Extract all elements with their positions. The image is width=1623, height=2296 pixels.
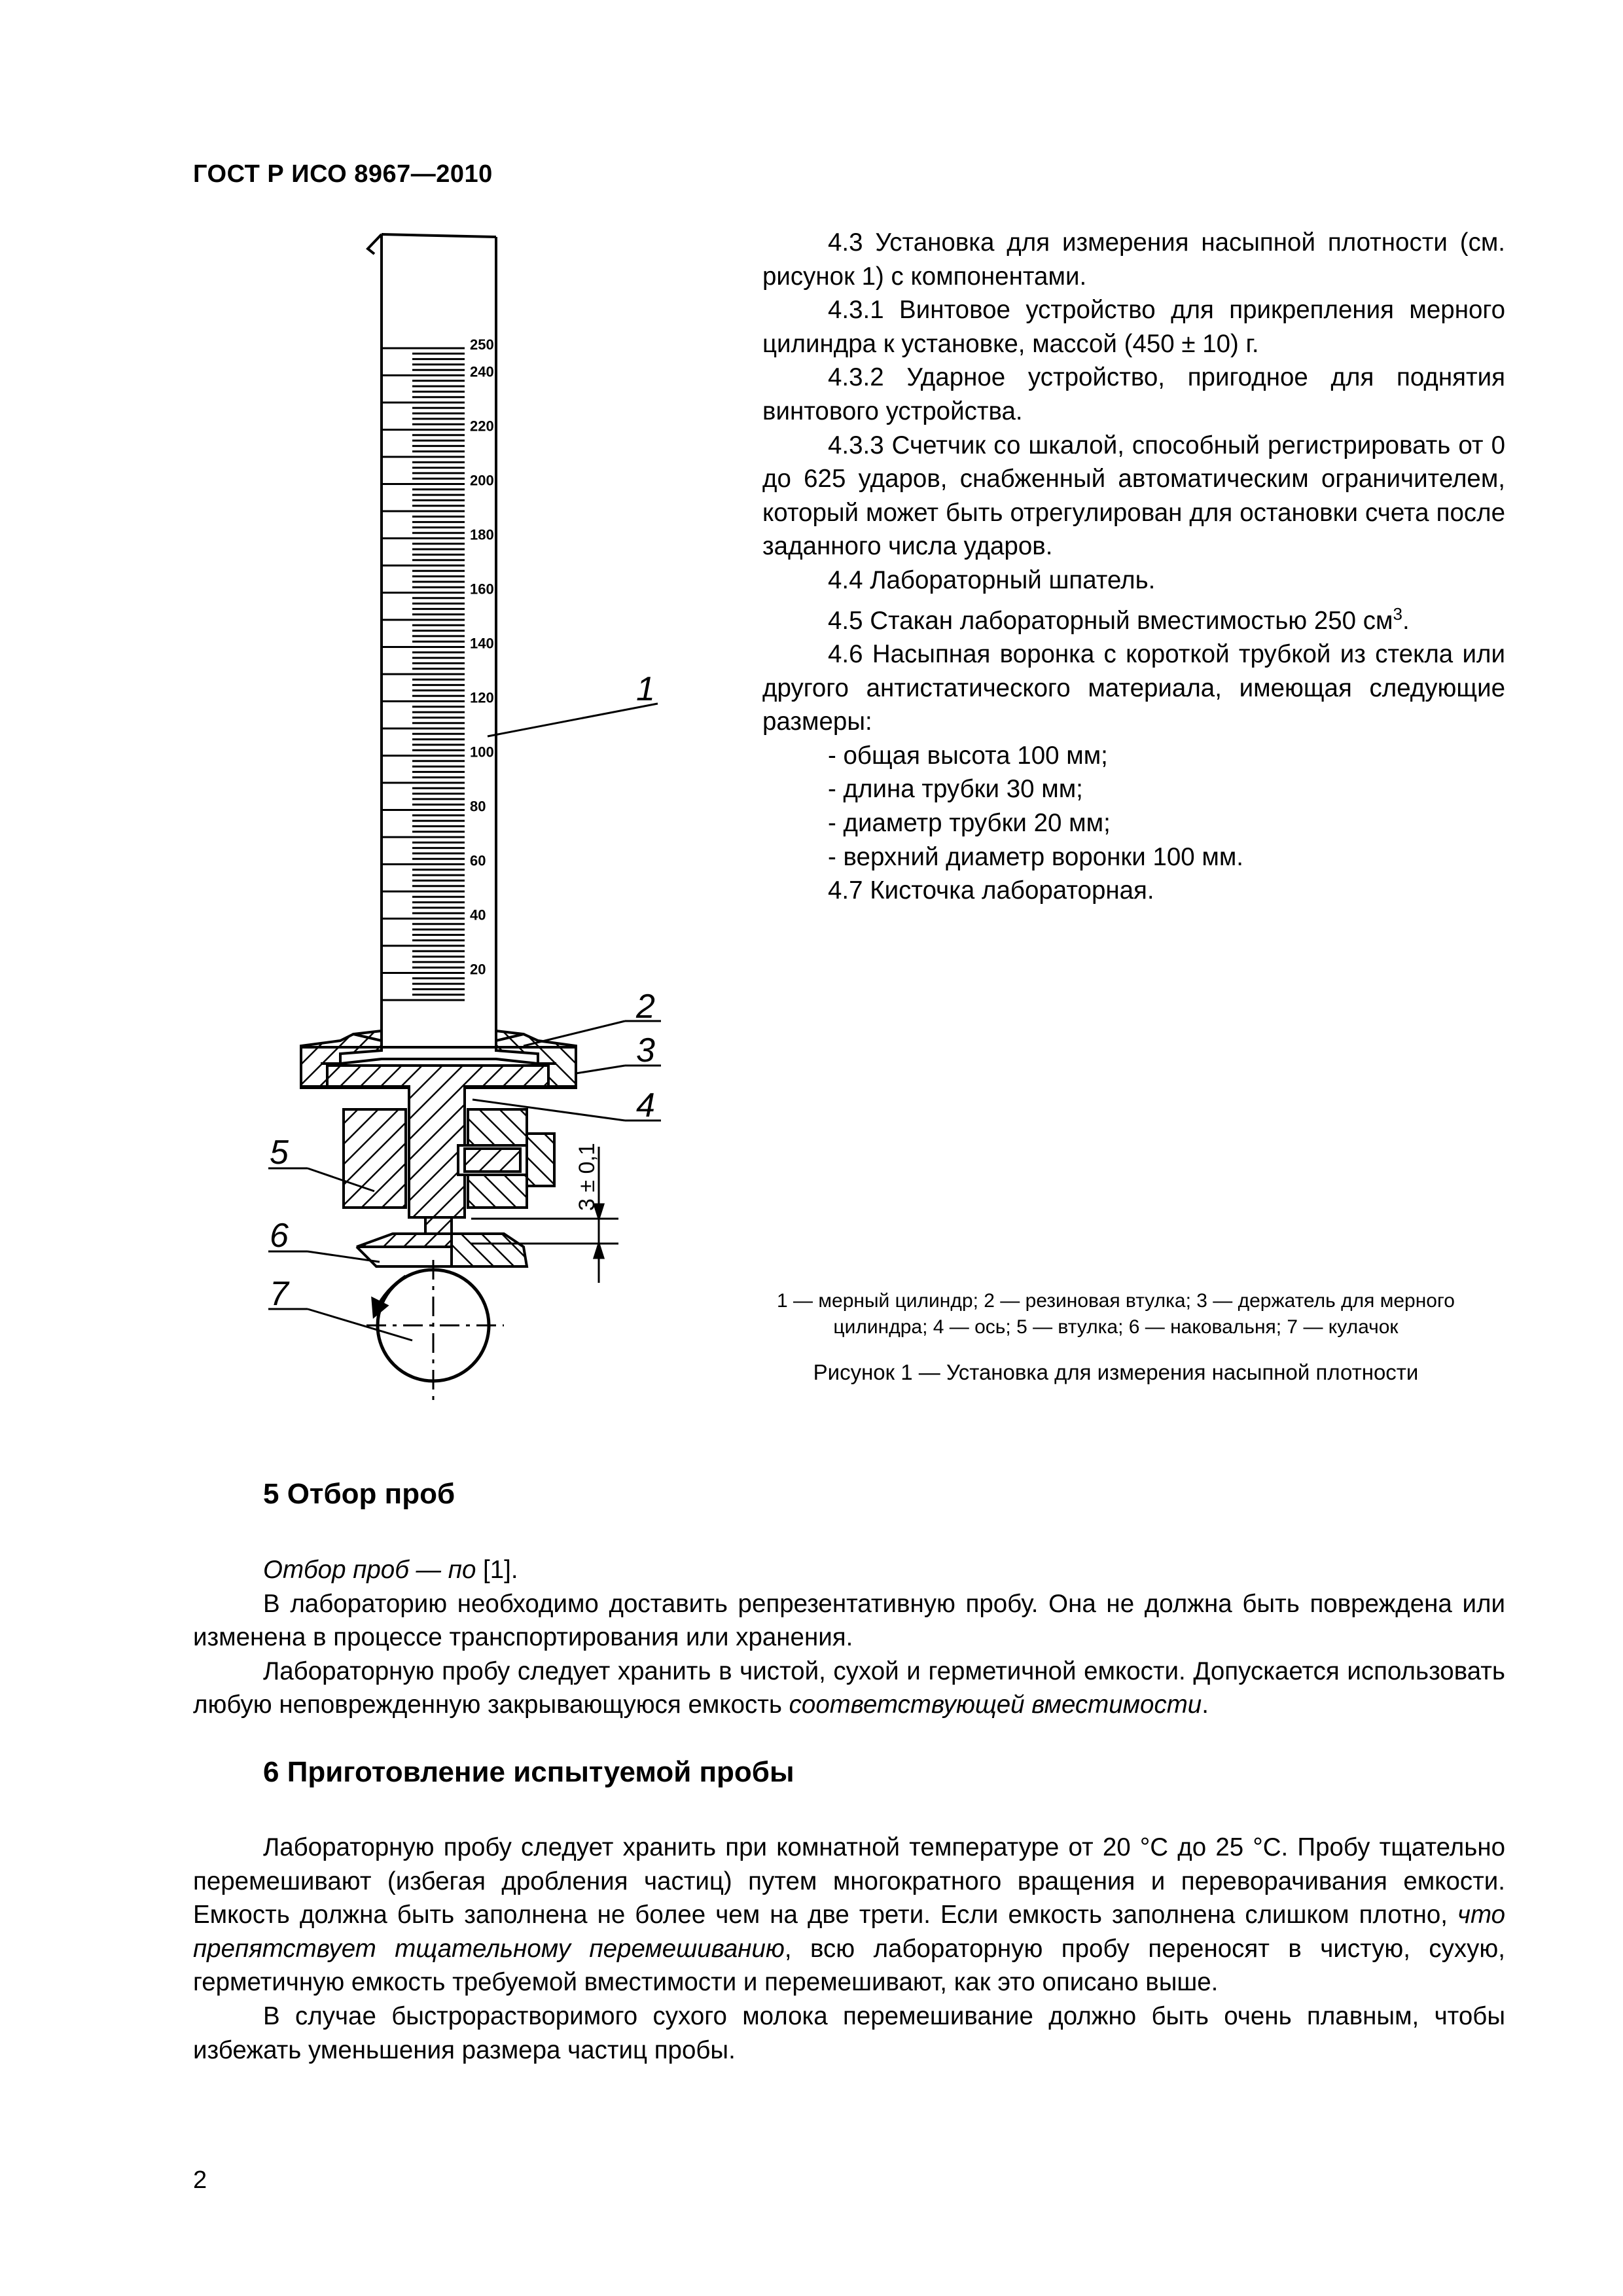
scale-label: 80 <box>470 798 486 815</box>
figure-1-apparatus <box>249 223 707 1427</box>
scale-label: 250 <box>470 336 494 353</box>
paragraph-4-6: 4.6 Насыпная воронка с короткой трубкой из стекла или другого антистатического материала, имеющая следующие размеры: <box>762 639 1505 736</box>
anvil <box>357 1234 527 1266</box>
paragraph-4-4: 4.4 Лабораторный шпатель. <box>828 565 1156 594</box>
scale-label: 140 <box>470 635 494 652</box>
paragraph <box>193 1831 1505 2000</box>
paragraph-4-7: 4.7 Кисточка лабораторная. <box>828 876 1154 905</box>
scale-label: 20 <box>470 961 486 978</box>
document-header: ГОСТ Р ИСО 8967—2010 <box>193 160 493 188</box>
text: [1]. <box>476 1556 518 1584</box>
cylinder-scale-labels <box>470 336 494 978</box>
paragraph-4-3-3: 4.3.3 Счетчик со шкалой, способный регистрировать от 0 до 625 ударов, снабженный автоматическим ограничителем, который может быть отрегулирован для остановки счета после заданного числа ударов. <box>762 431 1505 561</box>
scale-label: 60 <box>470 852 486 869</box>
list-item: - общая высота 100 мм; <box>828 741 1108 770</box>
text: Лабораторную пробу следует хранить в чистой, сухой и герметичной емкости. Допускается использовать любую неповрежденную закрывающуюся емкость <box>193 1657 1505 1719</box>
figure-caption <box>740 1288 1492 1340</box>
figure-title: Рисунок 1 — Установка для измерения насыпной плотности <box>813 1360 1419 1384</box>
callout-3: 3 <box>636 1031 655 1069</box>
text: . <box>1202 1691 1209 1719</box>
scale-label: 200 <box>470 472 494 489</box>
paragraph-4-3: 4.3 Установка для измерения насыпной плотности (см. рисунок 1) с компонентами. <box>762 228 1505 291</box>
paragraph-4-5-end: . <box>1402 606 1410 635</box>
scale-label: 240 <box>470 363 494 380</box>
callout-1: 1 <box>636 670 655 708</box>
paragraph-4-5 <box>762 598 1505 637</box>
superscript: 3 <box>1393 603 1402 624</box>
section-5-title: 5 Отбор проб <box>263 1478 455 1510</box>
section-5-body <box>193 1553 1505 1722</box>
section-4-text <box>762 226 1505 908</box>
callout-4: 4 <box>636 1086 655 1124</box>
cylinder-scale-ticks <box>383 348 465 1000</box>
caption-line: 1 — мерный цилиндр; 2 — резиновая втулка; 3 — держатель для мерного <box>777 1290 1455 1312</box>
paragraph <box>193 1553 1505 1587</box>
paragraph <box>193 1655 1505 1722</box>
italic-text: что препятствует тщательному перемешиванию <box>193 1901 1505 1963</box>
callout-7: 7 <box>270 1275 289 1313</box>
list-item: - диаметр трубки 20 мм; <box>828 808 1111 837</box>
scale-label: 160 <box>470 581 494 598</box>
page-number: 2 <box>193 2166 207 2194</box>
scale-label: 220 <box>470 418 494 435</box>
scale-label: 100 <box>470 744 494 761</box>
paragraph-4-3-1: 4.3.1 Винтовое устройство для прикрепления мерного цилиндра к установке, массой (450 ± 10) г. <box>762 296 1505 358</box>
scale-label: 40 <box>470 906 486 924</box>
caption-line: цилиндра; 4 — ось; 5 — втулка; 6 — наковальня; 7 — кулачок <box>833 1316 1399 1338</box>
scale-label: 180 <box>470 526 494 543</box>
paragraph-4-5-text: 4.5 Стакан лабораторный вместимостью 250 см <box>828 606 1393 635</box>
callout-6: 6 <box>270 1217 289 1255</box>
paragraph: В случае быстрорастворимого сухого молока перемешивание должно быть очень плавным, чтобы избежать уменьшения размера частиц пробы. <box>193 2001 1505 2064</box>
text: Лабораторную пробу следует хранить при комнатной температуре от 20 °С до 25 °С. Пробу тщательно перемешивают (избегая дробления частиц) путем многократного вращения и переворачивания емкости. Емкость должна быть заполнена не более чем на две трети. Если емкость заполнена слишком плотно, <box>193 1833 1505 1929</box>
list-item: - верхний диаметр воронки 100 мм. <box>828 842 1244 871</box>
paragraph: В лабораторию необходимо доставить репрезентативную пробу. Она не должна быть повреждена или изменена в процессе транспортирования или хранения. <box>193 1589 1505 1652</box>
paragraph-4-3-2: 4.3.2 Ударное устройство, пригодное для поднятия винтового устройства. <box>762 363 1505 425</box>
callout-2: 2 <box>636 988 655 1026</box>
italic-text: соответствующей вместимости <box>789 1691 1202 1719</box>
scale-label: 120 <box>470 689 494 706</box>
italic-text: Отбор проб — по <box>263 1556 476 1584</box>
callout-5: 5 <box>270 1134 289 1172</box>
section-6-title: 6 Приготовление испытуемой пробы <box>263 1756 794 1788</box>
list-item: - длина трубки 30 мм; <box>828 775 1083 804</box>
text: , всю лабораторную пробу переносят в чистую, сухую, герметичную емкость требуемой вместимости и перемешивают, как это описано выше. <box>193 1934 1505 1997</box>
cam <box>366 1260 504 1401</box>
section-6-body <box>193 1831 1505 2067</box>
dimension-label: 3 ± 0,1 <box>575 1143 599 1211</box>
